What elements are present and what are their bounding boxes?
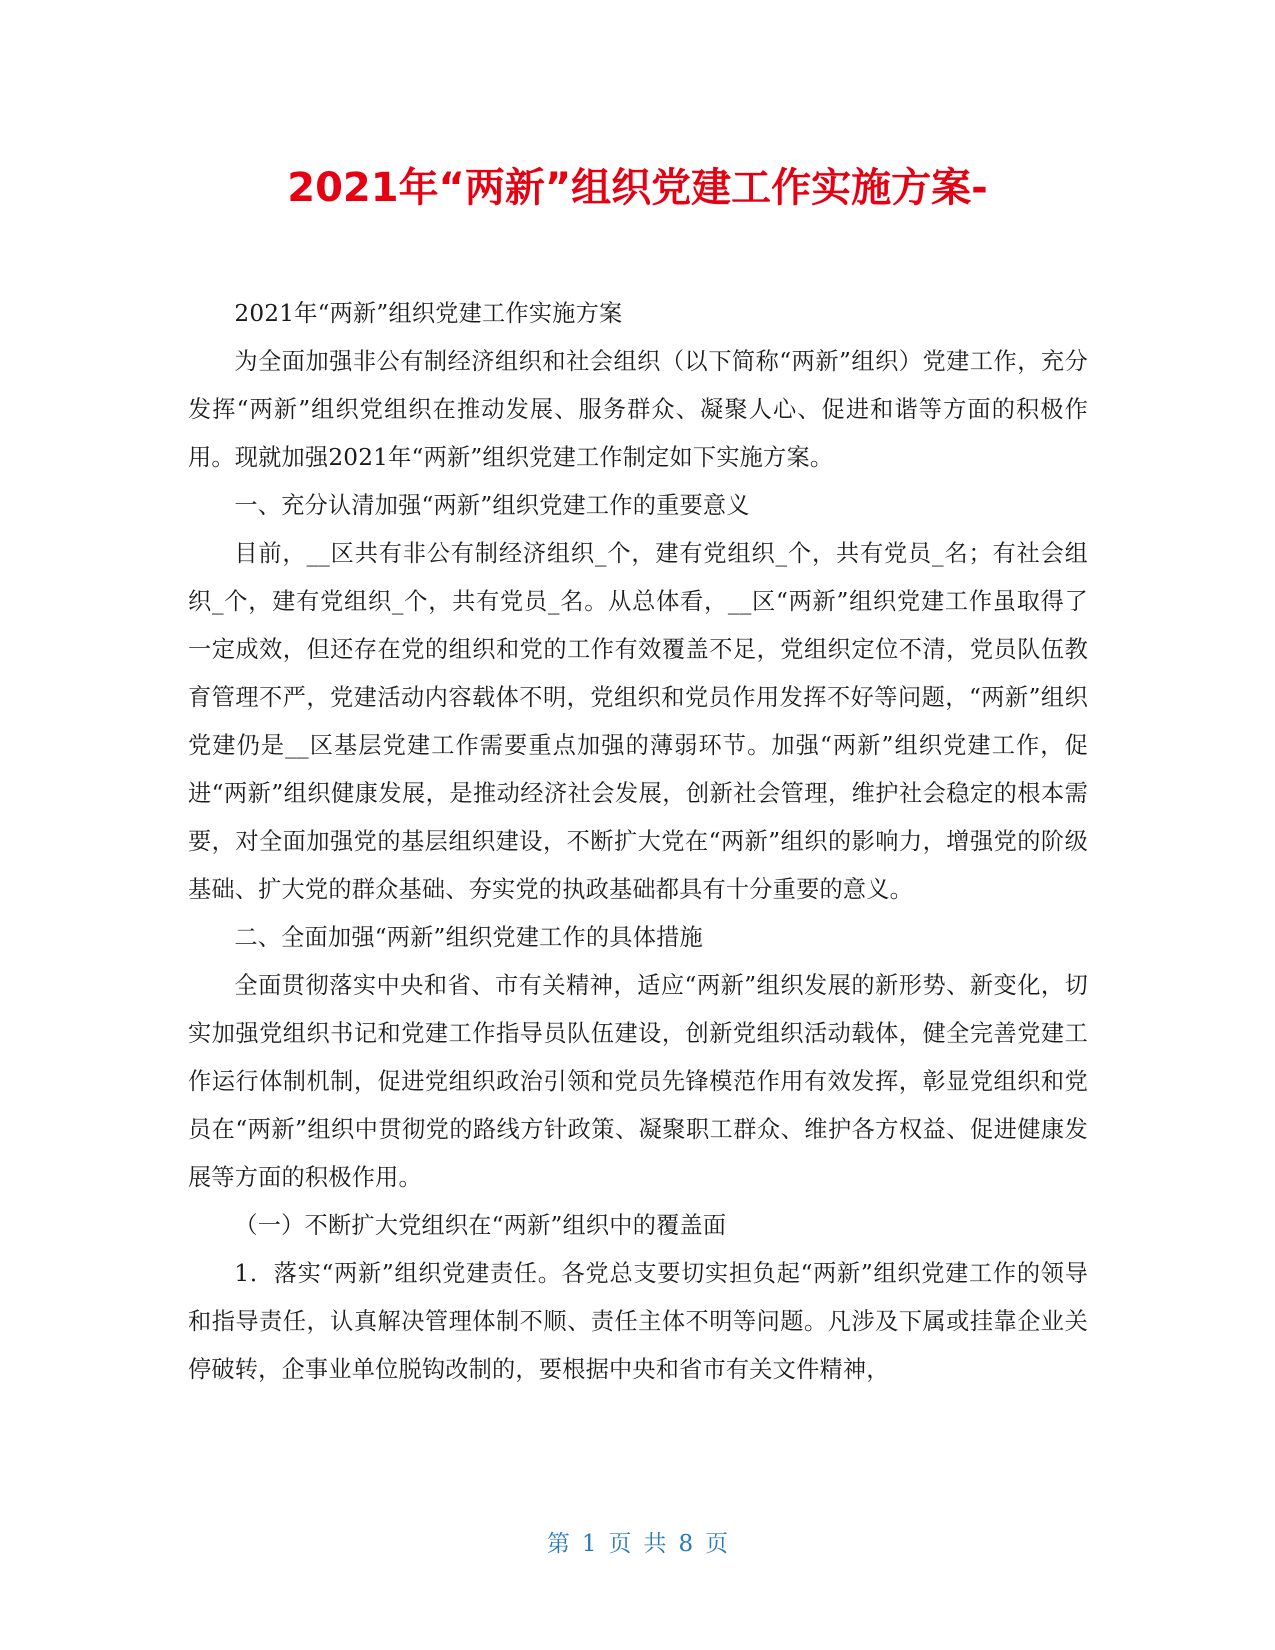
subsection-heading-1: （一）不断扩大党组织在“两新”组织中的覆盖面	[234, 1212, 727, 1239]
footer-label-total-unit: 页	[705, 1531, 729, 1557]
footer-label-page: 第	[546, 1531, 570, 1557]
paragraph-item-1: 1．落实“两新”组织党建责任。各党总支要切实担负起“两新”组织党建工作的领导和指导责任，认真解决管理体制不顺、责任主体不明等问题。凡涉及下属或挂靠企业关停破转，企事业单位脱钩改制的，要根据中央和省市有关文件精神，	[188, 1260, 1088, 1383]
paragraph-section-1: 目前，__区共有非公有制经济组织_个，建有党组织_个，共有党员_名；有社会组织_个，建有党组织_个，共有党员_名。从总体看，__区“两新”组织党建工作虽取得了一定成效，但还存在党的组织和党的工作有效覆盖不足，党组织定位不清，党员队伍教育管理不严，党建活动内容载体不明，党组织和党员作用发挥不好等问题，“两新”组织党建仍是__区基层党建工作需要重点加强的薄弱环节。加强“两新”组织党建工作，促进“两新”组织健康发展，是推动经济社会发展，创新社会管理，维护社会稳定的根本需要，对全面加强党的基层组织建设，不断扩大党在“两新”组织的影响力，增强党的阶级基础、扩大党的群众基础、夯实党的执政基础都具有十分重要的意义。	[188, 540, 1088, 903]
footer-label-total: 共	[643, 1531, 667, 1557]
footer-label-page-unit: 页	[608, 1531, 632, 1557]
document-body	[188, 290, 1088, 1394]
paragraph-section-2: 全面贯彻落实中央和省、市有关精神，适应“两新”组织发展的新形势、新变化，切实加强党组织书记和党建工作指导员队伍建设，创新党组织活动载体，健全完善党建工作运行体制机制，促进党组织政治引领和党员先锋模范作用有效发挥，彰显党组织和党员在“两新”组织中贯彻党的路线方针政策、凝聚职工群众、维护各方权益、促进健康发展等方面的积极作用。	[188, 972, 1088, 1191]
paragraph-doc-heading: 2021年“两新”组织党建工作实施方案	[234, 300, 623, 327]
footer-total-pages: 8	[678, 1531, 694, 1557]
page-footer	[0, 1525, 1275, 1558]
page-title: 2021年“两新”组织党建工作实施方案-	[287, 165, 988, 211]
section-heading-1: 一、充分认清加强“两新”组织党建工作的重要意义	[234, 492, 750, 519]
paragraph-intro: 为全面加强非公有制经济组织和社会组织（以下简称“两新”组织）党建工作，充分发挥“两新”组织党组织在推动发展、服务群众、凝聚人心、促进和谐等方面的积极作用。现就加强2021年“两新”组织党建工作制定如下实施方案。	[188, 348, 1088, 471]
section-heading-2: 二、全面加强“两新”组织党建工作的具体措施	[234, 924, 703, 951]
footer-current-page: 1	[581, 1531, 597, 1557]
